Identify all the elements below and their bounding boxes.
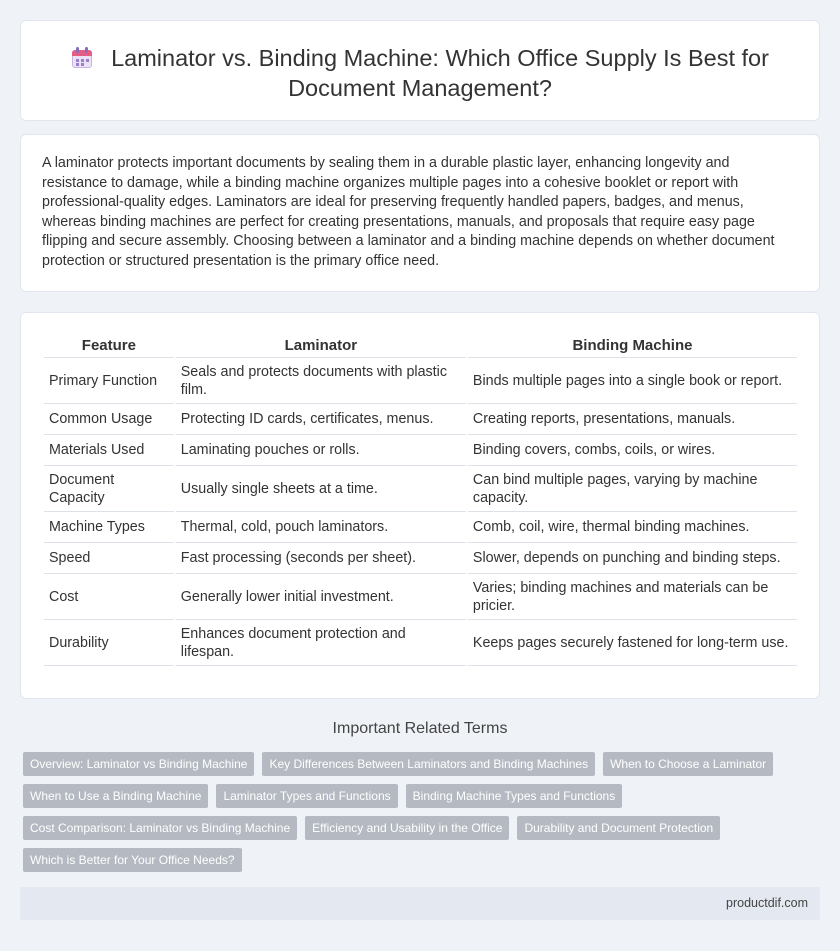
binding-cell: Binds multiple pages into a single book or report. [468,358,797,404]
intro-card [20,134,820,292]
binding-cell: Varies; binding machines and materials can be pricier. [468,574,797,620]
binding-cell: Comb, coil, wire, thermal binding machines. [468,512,797,543]
header-binding-machine: Binding Machine [468,332,797,358]
title-wrap [21,43,819,103]
feature-cell: Common Usage [44,404,174,435]
binding-cell: Keeps pages securely fastened for long-term use. [468,620,797,666]
header-laminator: Laminator [176,332,466,358]
binding-cell: Binding covers, combs, coils, or wires. [468,435,797,466]
binding-cell: Can bind multiple pages, varying by machine capacity. [468,466,797,512]
feature-cell: Primary Function [44,358,174,404]
related-tag-efficiency[interactable]: Efficiency and Usability in the Office [305,816,509,840]
feature-cell: Materials Used [44,435,174,466]
laminator-cell: Laminating pouches or rolls. [176,435,466,466]
related-tag-use-binding-machine[interactable]: When to Use a Binding Machine [23,784,208,808]
laminator-cell: Generally lower initial investment. [176,574,466,620]
feature-cell: Speed [44,543,174,574]
table-row [44,574,797,620]
feature-cell: Cost [44,574,174,620]
laminator-cell: Usually single sheets at a time. [176,466,466,512]
binding-cell: Creating reports, presentations, manuals. [468,404,797,435]
related-tag-overview[interactable]: Overview: Laminator vs Binding Machine [23,752,254,776]
related-tag-laminator-types[interactable]: Laminator Types and Functions [216,784,397,808]
comparison-table [42,332,799,666]
laminator-cell: Protecting ID cards, certificates, menus. [176,404,466,435]
table-header-row [44,332,797,358]
laminator-cell: Enhances document protection and lifespan. [176,620,466,666]
related-terms-list [23,752,823,872]
related-tag-durability[interactable]: Durability and Document Protection [517,816,720,840]
related-tag-choose-laminator[interactable]: When to Choose a Laminator [603,752,773,776]
related-terms-title: Important Related Terms [332,720,508,737]
page-title: Laminator vs. Binding Machine: Which Office Supply Is Best for Document Management? [111,45,769,101]
table-row [44,435,797,466]
laminator-cell: Fast processing (seconds per sheet). [176,543,466,574]
feature-cell: Durability [44,620,174,666]
header-card [20,20,820,121]
table-row [44,358,797,404]
table-row [44,620,797,666]
table-row [44,404,797,435]
table-row [44,512,797,543]
table-row [44,543,797,574]
intro-paragraph: A laminator protects important documents by sealing them in a durable plastic layer, enhancing longevity and resistance to damage, while a binding machine organizes multiple pages into a cohesive booklet or report with professional-quality edges. Laminators are ideal for preserving frequently handled papers, badges, and menus, whereas binding machines are perfect for creating presentations, manuals, and proposals that require easy page flipping and secure assembly. Choosing between a laminator and a binding machine depends on whether document protection or structured presentation is the primary office need. [42,155,775,269]
laminator-cell: Seals and protects documents with plastic film. [176,358,466,404]
table-row [44,466,797,512]
comparison-card [20,312,820,699]
footer [20,887,820,920]
binding-cell: Slower, depends on punching and binding steps. [468,543,797,574]
related-tag-key-differences[interactable]: Key Differences Between Laminators and Binding Machines [262,752,595,776]
footer-site-link[interactable]: productdif.com [726,896,808,910]
feature-cell: Document Capacity [44,466,174,512]
related-tag-which-better[interactable]: Which is Better for Your Office Needs? [23,848,242,872]
laminator-cell: Thermal, cold, pouch laminators. [176,512,466,543]
calendar-icon [71,47,93,69]
related-tag-cost-comparison[interactable]: Cost Comparison: Laminator vs Binding Machine [23,816,297,840]
related-tag-binding-types[interactable]: Binding Machine Types and Functions [406,784,623,808]
header-feature: Feature [44,332,174,358]
feature-cell: Machine Types [44,512,174,543]
